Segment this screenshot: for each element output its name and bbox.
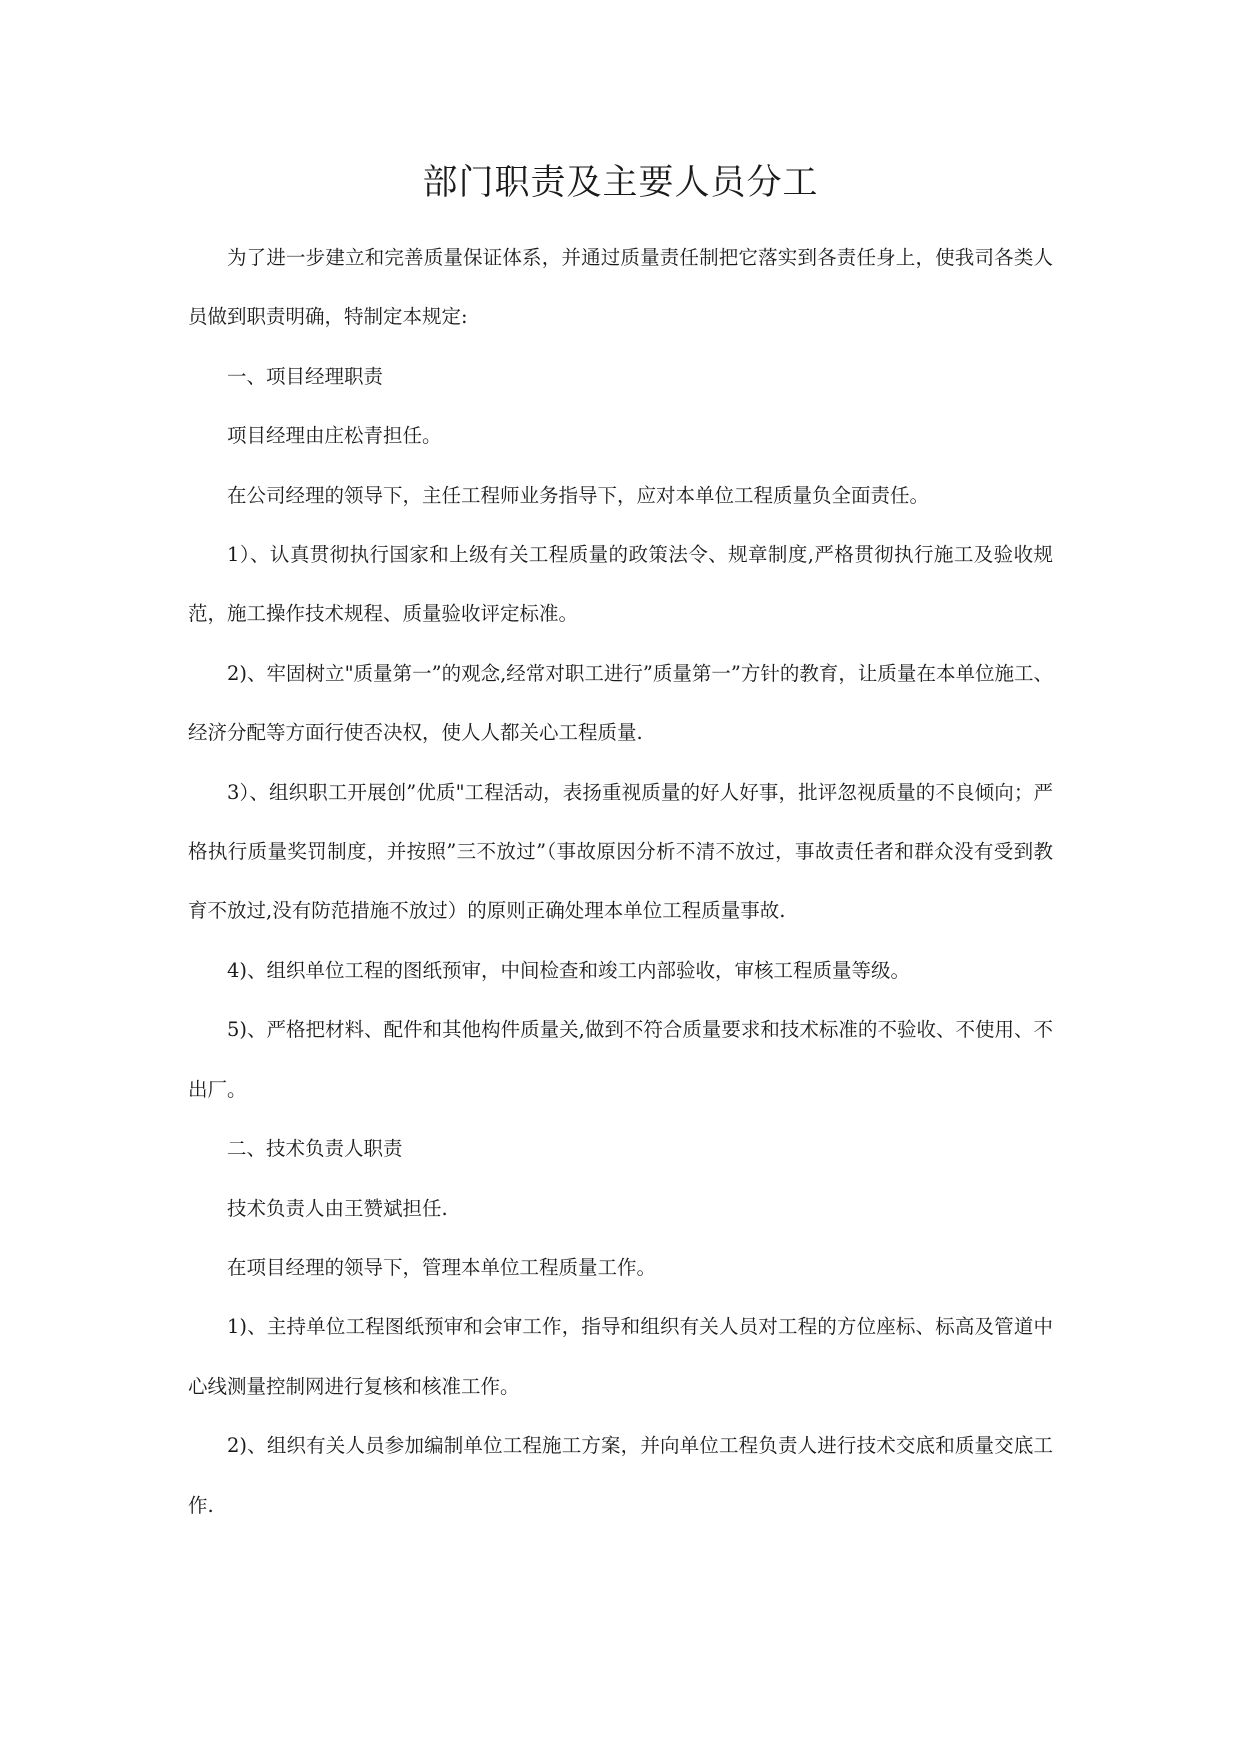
document-body — [188, 228, 1053, 1535]
list-item: 1)、主持单位工程图纸预审和会审工作，指导和组织有关人员对工程的方位座标、标高及管道中心线测量控制网进行复核和核准工作。 — [188, 1315, 1053, 1398]
list-item: 2)、组织有关人员参加编制单位工程施工方案，并向单位工程负责人进行技术交底和质量交底工作. — [188, 1434, 1053, 1517]
section-heading-project-manager: 一、项目经理职责 — [227, 364, 384, 388]
list-item: 3）、组织职工开展创”优质"工程活动，表扬重视质量的好人好事，批评忽视质量的不良倾向；严格执行质量奖罚制度，并按照”三不放过”（事故原因分析不清不放过，事故责任者和群众没有受到教育不放过,没有防范措施不放过）的原则正确处理本单位工程质量事故. — [188, 780, 1053, 923]
document-title: 部门职责及主要人员分工 — [422, 163, 819, 203]
list-item: 5)、严格把材料、配件和其他构件质量关,做到不符合质量要求和技术标准的不验收、不使用、不出厂。 — [188, 1018, 1053, 1101]
list-item: 1）、认真贯彻执行国家和上级有关工程质量的政策法令、规章制度,严格贯彻执行施工及验收规范，施工操作技术规程、质量验收评定标准。 — [188, 543, 1053, 626]
list-item: 2)、牢固树立"质量第一”的观念,经常对职工进行”质量第一”方针的教育，让质量在本单位施工、经济分配等方面行使否决权，使人人都关心工程质量. — [188, 661, 1053, 745]
section-heading-technical-lead: 二、技术负责人职责 — [227, 1137, 403, 1161]
paragraph: 项目经理由庄松青担任。 — [227, 424, 442, 448]
intro-paragraph: 为了进一步建立和完善质量保证体系，并通过质量责任制把它落实到各责任身上，使我司各类人员做到职责明确，特制定本规定: — [188, 246, 1053, 329]
paragraph: 在公司经理的领导下，主任工程师业务指导下，应对本单位工程质量负全面责任。 — [227, 483, 930, 507]
paragraph: 在项目经理的领导下，管理本单位工程质量工作。 — [227, 1255, 657, 1279]
paragraph: 技术负责人由王赞斌担任. — [227, 1196, 448, 1220]
list-item: 4)、组织单位工程的图纸预审，中间检查和竣工内部验收，审核工程质量等级。 — [227, 958, 911, 982]
